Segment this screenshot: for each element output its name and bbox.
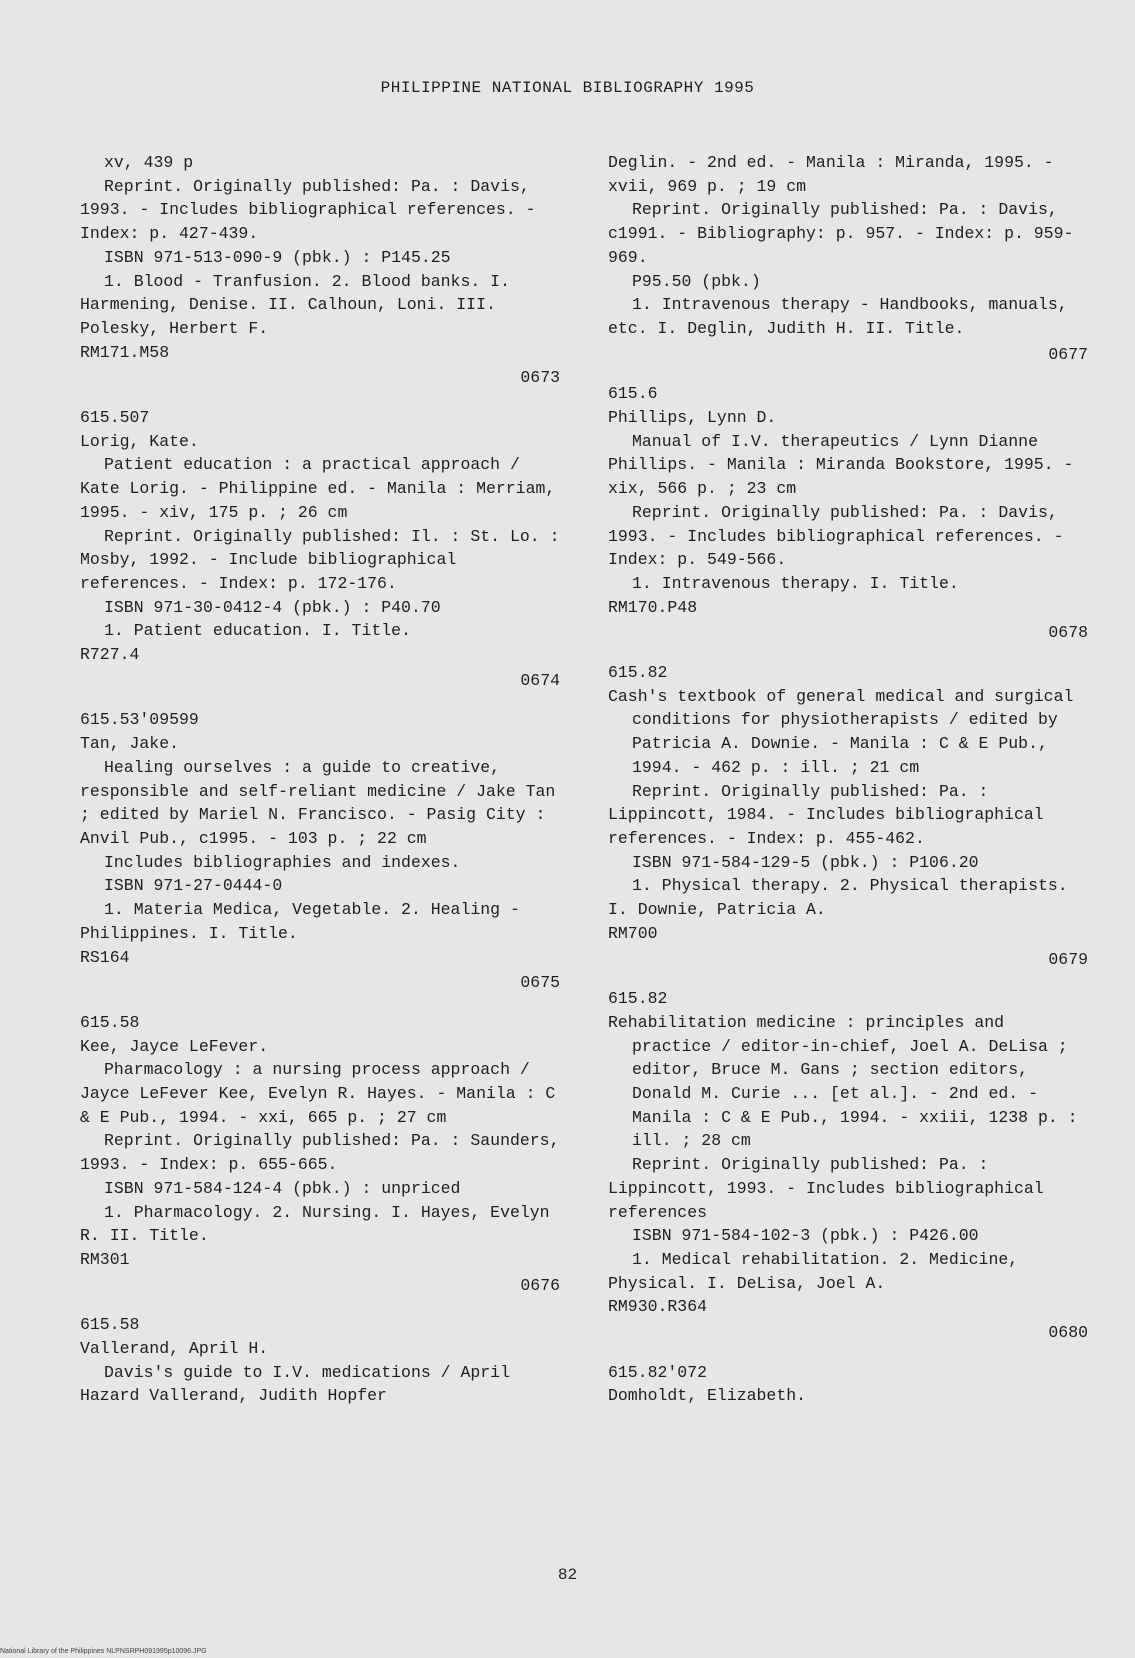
entry-note: Reprint. Originally published: Pa. : Davis, c1991. - Bibliography: p. 957. - Index: p. 959-969. <box>608 200 1074 267</box>
entry-0673 <box>80 151 560 390</box>
right-column <box>608 151 1088 1424</box>
entry-author: Kee, Jayce LeFever. <box>80 1036 269 1056</box>
entry-number: 0679 <box>1048 949 1088 969</box>
entry-isbn: ISBN 971-584-129-5 (pbk.) : P106.20 <box>632 852 979 872</box>
entry-0677-start <box>80 1313 560 1408</box>
entry-subjects: 1. Intravenous therapy. I. Title. <box>632 573 959 593</box>
entry-author: Domholdt, Elizabeth. <box>608 1386 807 1406</box>
entry-extent: xv, 439 p <box>104 153 194 172</box>
entry-note: Reprint. Originally published: Pa. : Lippincott, 1993. - Includes bibliographical references <box>608 1155 1044 1222</box>
entry-subjects: 1. Pharmacology. 2. Nursing. I. Hayes, Evelyn R. II. Title. <box>80 1202 550 1246</box>
entry-class: 615.82'072 <box>608 1362 708 1382</box>
entry-call-number: RM700 <box>608 923 658 943</box>
entry-0674 <box>80 406 560 692</box>
entry-number: 0678 <box>1048 623 1088 643</box>
entry-title: Davis's guide to I.V. medications / April Hazard Vallerand, Judith Hopfer <box>80 1362 510 1406</box>
entry-subjects: 1. Intravenous therapy - Handbooks, manuals, etc. I. Deglin, Judith H. II. Title. <box>608 295 1068 338</box>
entry-author: Lorig, Kate. <box>80 431 199 451</box>
entry-0676 <box>80 1011 560 1297</box>
entry-note: Reprint. Originally published: Pa. : Lippincott, 1984. - Includes bibliographical references. - Index: p. 455-462. <box>608 781 1044 848</box>
entry-note: Reprint. Originally published: Pa. : Saunders, 1993. - Index: p. 655-665. <box>80 1131 560 1175</box>
entry-number: 0675 <box>520 973 560 993</box>
entry-number: 0674 <box>520 670 560 690</box>
entry-call-number: RM171.M58 <box>80 342 170 362</box>
entry-isbn: ISBN 971-30-0412-4 (pbk.) : P40.70 <box>104 597 441 617</box>
entry-subjects: 1. Medical rehabilitation. 2. Medicine, Physical. I. DeLisa, Joel A. <box>608 1249 1019 1293</box>
entry-author: Tan, Jake. <box>80 734 180 754</box>
entry-0681-start <box>608 1361 1088 1408</box>
page-number: 82 <box>557 1566 578 1584</box>
entry-class: 615.58 <box>80 1012 140 1032</box>
entry-number: 0676 <box>520 1275 560 1295</box>
entry-call-number: RM930.R364 <box>608 1297 708 1317</box>
entry-0675 <box>80 708 560 994</box>
entry-0677-cont <box>608 151 1088 366</box>
entry-note: Includes bibliographies and indexes. <box>104 852 461 872</box>
entry-subjects: 1. Patient education. I. Title. <box>104 621 411 641</box>
entry-number: 0677 <box>1048 344 1088 364</box>
entry-author: Vallerand, April H. <box>80 1339 269 1359</box>
entry-title: Pharmacology : a nursing process approach / Jayce LeFever Kee, Evelyn R. Hayes. - Manila : C & E Pub., 1994. - xxi, 665 p. ; 27 cm <box>80 1060 556 1127</box>
entry-title: Manual of I.V. therapeutics / Lynn Dianne Phillips. - Manila : Miranda Bookstore, 1995. - xix, 566 p. ; 23 cm <box>608 431 1074 499</box>
entry-price: P95.50 (pbk.) <box>632 271 761 291</box>
entry-note: Reprint. Originally published: Pa. : Davis, 1993. - Includes bibliographical references. - Index: p. 427-439. <box>80 176 536 244</box>
entry-class: 615.82 <box>608 989 668 1009</box>
entry-call-number: RM301 <box>80 1249 130 1269</box>
entry-note: Reprint. Originally published: Il. : St. Lo. : Mosby, 1992. - Include bibliographical references. - Index: p. 172-176. <box>80 526 560 593</box>
entry-0678 <box>608 382 1088 645</box>
entry-0680 <box>608 987 1088 1345</box>
entry-number: 0680 <box>1048 1323 1088 1343</box>
entry-title: Cash's textbook of general medical and surgical conditions for physiotherapists / edited by Patricia A. Downie. - Manila : C & E Pub., 1994. - 462 p. : ill. ; 21 cm <box>608 686 1074 777</box>
left-column <box>80 151 560 1424</box>
entry-class: 615.58 <box>80 1315 140 1335</box>
entry-isbn: ISBN 971-513-090-9 (pbk.) : P145.25 <box>104 247 451 267</box>
entry-title: Rehabilitation medicine : principles and practice / editor-in-chief, Joel A. DeLisa ; editor, Bruce M. Gans ; section editors, Donald M. Curie ... [et al.]. - 2nd ed. - Manila : C & E Pub., 1994. - xxiii, 1238 p. : ill. ; 28 cm <box>608 1012 1078 1151</box>
entry-title: Patient education : a practical approach / Kate Lorig. - Philippine ed. - Manila : Merriam, 1995. - xiv, 175 p. ; 26 cm <box>80 455 556 522</box>
entry-subjects: 1. Physical therapy. 2. Physical therapists. I. Downie, Patricia A. <box>608 876 1068 920</box>
entry-subjects: 1. Blood - Tranfusion. 2. Blood banks. I. Harmening, Denise. II. Calhoun, Loni. III. Polesky, Herbert F. <box>80 271 510 338</box>
entry-isbn: ISBN 971-27-0444-0 <box>104 876 283 896</box>
entry-call-number: R727.4 <box>80 645 140 665</box>
entry-note: Reprint. Originally published: Pa. : Davis, 1993. - Includes bibliographical references. - Index: p. 549-566. <box>608 502 1064 570</box>
entry-class: 615.507 <box>80 408 150 428</box>
entry-author: Phillips, Lynn D. <box>608 408 777 428</box>
entry-0679 <box>608 661 1088 971</box>
entry-title-continued: Deglin. - 2nd ed. - Manila : Miranda, 1995. - xvii, 969 p. ; 19 cm <box>608 153 1054 196</box>
entry-title: Healing ourselves : a guide to creative, responsible and self-reliant medicine / Jake Tan ; edited by Mariel N. Francisco. - Pasig City : Anvil Pub., c1995. - 103 p. ; 22 cm <box>80 757 556 848</box>
entry-subjects: 1. Materia Medica, Vegetable. 2. Healing - Philippines. I. Title. <box>80 900 520 943</box>
entry-number: 0673 <box>520 368 560 388</box>
entry-isbn: ISBN 971-584-124-4 (pbk.) : unpriced <box>104 1178 461 1198</box>
entry-class: 615.6 <box>608 384 658 404</box>
entry-call-number: RM170.P48 <box>608 597 698 617</box>
entry-class: 615.53'09599 <box>80 710 199 730</box>
entry-isbn: ISBN 971-584-102-3 (pbk.) : P426.00 <box>632 1226 979 1246</box>
entry-class: 615.82 <box>608 663 668 683</box>
footer-credit: National Library of the Philippines NLPNSRPH091995p10096.JPG <box>0 1648 207 1655</box>
page-header: PHILIPPINE NATIONAL BIBLIOGRAPHY 1995 <box>380 79 755 97</box>
entry-call-number: RS164 <box>80 947 130 967</box>
